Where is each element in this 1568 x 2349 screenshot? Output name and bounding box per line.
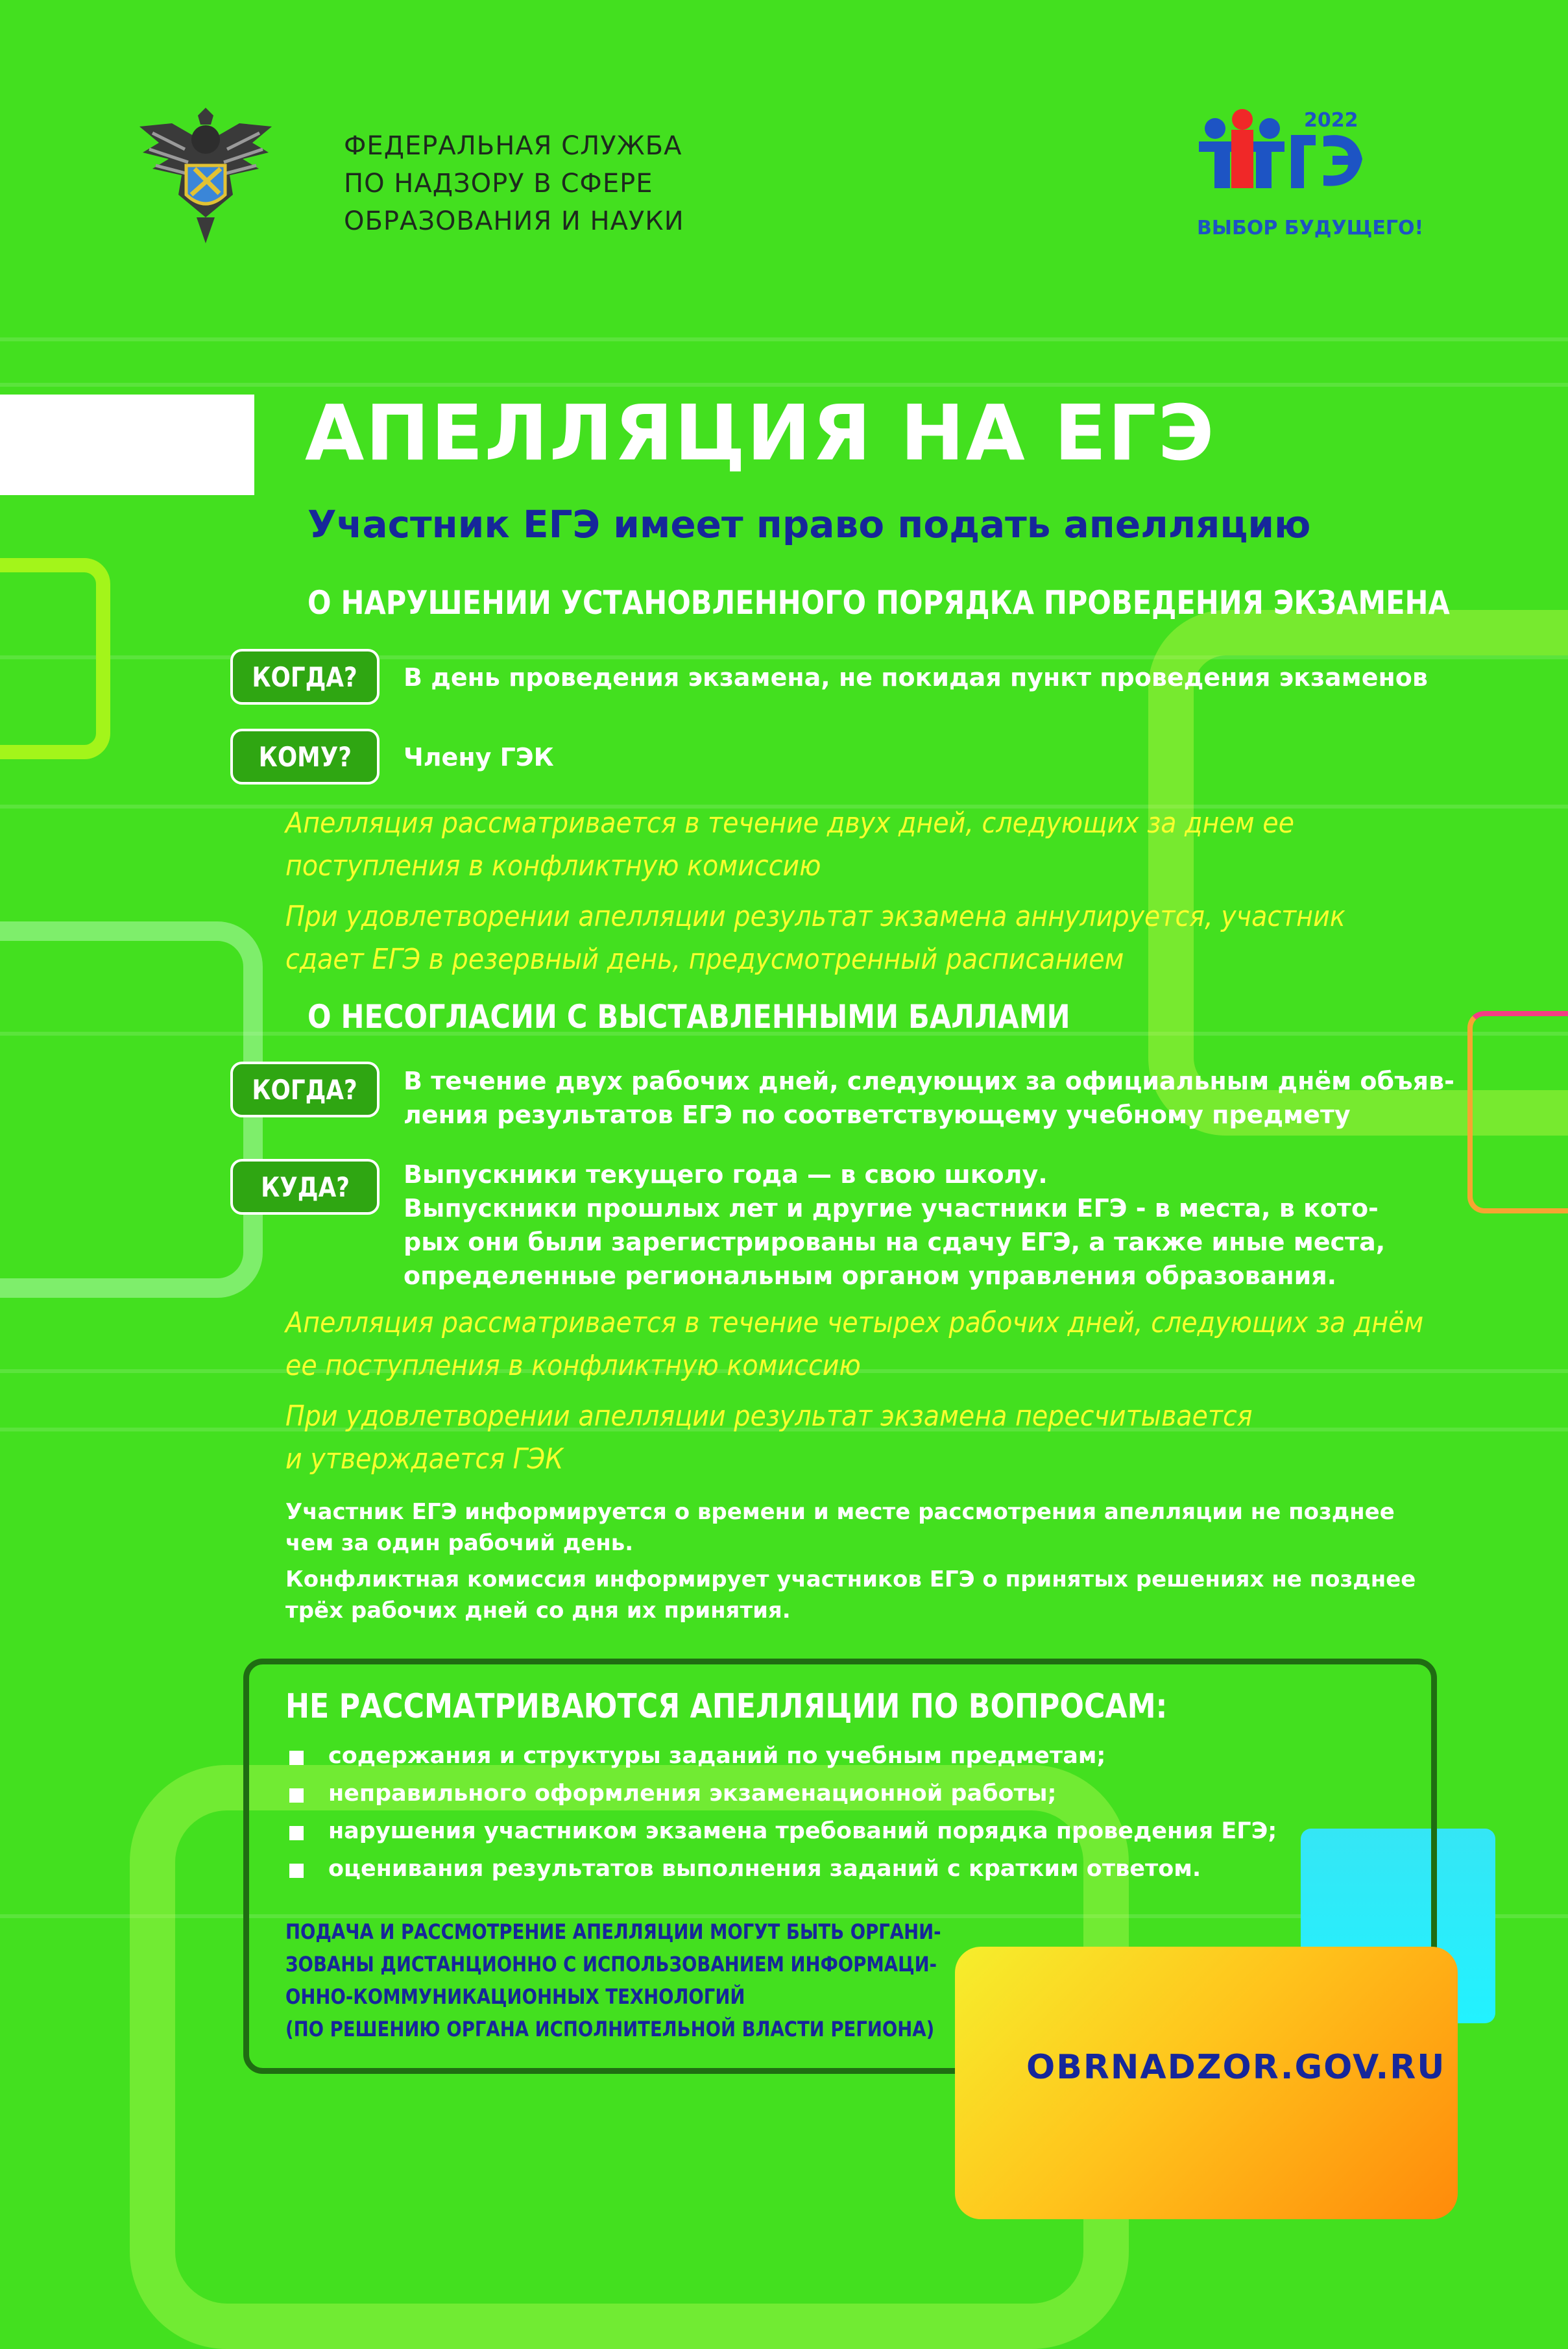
page-title: АПЕЛЛЯЦИЯ НА ЕГЭ: [305, 388, 1216, 478]
not-considered-item: оценивания результатов выполнения заданий с кратким ответом.: [328, 1856, 1201, 1882]
text-line: ления результатов ЕГЭ по соответствующему учебному предмету: [404, 1101, 1351, 1129]
bullet-square-icon: [289, 1826, 304, 1840]
info-line: Участник ЕГЭ информируется о времени и месте рассмотрения апелляции не позднее: [285, 1499, 1395, 1525]
agency-line: ОБРАЗОВАНИЯ И НАУКИ: [344, 206, 684, 236]
section1-heading: О НАРУШЕНИИ УСТАНОВЛЕННОГО ПОРЯДКА ПРОВЕДЕНИЯ ЭКЗАМЕНА: [308, 584, 1450, 622]
section1-whom-text: Члену ГЭК: [404, 743, 554, 772]
ege-year: 2022: [1304, 109, 1358, 132]
text-line: определенные региональным органом управления образования.: [404, 1261, 1337, 1290]
note-line: Апелляция рассматривается в течение четырех рабочих дней, следующих за днём: [285, 1306, 1424, 1339]
deco-frame-left-mid: [0, 921, 263, 1298]
page-subtitle: Участник ЕГЭ имеет право подать апелляцию: [308, 502, 1311, 546]
note-line: и утверждается ГЭК: [285, 1442, 564, 1476]
bullet-square-icon: [289, 1788, 304, 1803]
section2-when-text: [404, 1064, 1454, 1132]
note-line: сдает ЕГЭ в резервный день, предусмотренный расписанием: [285, 943, 1124, 976]
agency-line: ПО НАДЗОРУ В СФЕРЕ: [344, 169, 653, 199]
section2-where-text: [404, 1158, 1385, 1293]
info-line: чем за один рабочий день.: [285, 1530, 634, 1556]
not-considered-item: неправильного оформления экзаменационной работы;: [328, 1781, 1057, 1807]
not-considered-item: нарушения участником экзамена требований порядка проведения ЕГЭ;: [328, 1818, 1277, 1844]
pill-label: КОГДА?: [252, 1073, 358, 1106]
note-line: Апелляция рассматривается в течение двух дней, следующих за днем ее: [285, 807, 1294, 840]
section1-note: [285, 802, 1294, 888]
section2-heading: О НЕСОГЛАСИИ С ВЫСТАВЛЕННЫМИ БАЛЛАМИ: [308, 998, 1070, 1036]
bullet-square-icon: [289, 1864, 304, 1878]
section2-where-pill: [230, 1159, 380, 1215]
section1-note: [285, 895, 1345, 981]
info-paragraph: [285, 1496, 1395, 1559]
section1-when-text: В день проведения экзамена, не покидая пункт проведения экзаменов: [404, 663, 1428, 692]
section2-note: [285, 1395, 1253, 1481]
note-line: При удовлетворении апелляции результат экзамена пересчитывается: [285, 1400, 1253, 1433]
section2-note: [285, 1302, 1423, 1387]
info-line: трёх рабочих дней со дня их принятия.: [285, 1598, 791, 1624]
bullet-square-icon: [289, 1751, 304, 1765]
bg-stripe: [0, 383, 1568, 387]
section1-whom-pill: [230, 729, 380, 785]
info-line: Конфликтная комиссия информирует участников ЕГЭ о принятых решениях не позднее: [285, 1566, 1416, 1592]
website-link[interactable]: OBRNADZOR.GOV.RU: [1026, 2048, 1446, 2087]
ege-logo: [1194, 104, 1440, 201]
text-line: рых они были зарегистрированы на сдачу ЕГЭ, а также иные места,: [404, 1228, 1386, 1256]
ege-tagline: ВЫБОР БУДУЩЕГО!: [1197, 217, 1424, 239]
rosobrnadzor-emblem-icon: [133, 104, 279, 250]
remote-line: ЗОВАНЫ ДИСТАНЦИОННО С ИСПОЛЬЗОВАНИЕМ ИНФОРМАЦИ-: [285, 1952, 937, 1977]
text-line: Выпускники текущего года — в свою школу.: [404, 1160, 1048, 1189]
remote-appeal-note: [285, 1916, 941, 2045]
deco-frame-pink: [1467, 1011, 1568, 1213]
section1-when-pill: [230, 649, 380, 705]
deco-frame-left-top: [0, 558, 110, 759]
agency-name: [344, 127, 684, 240]
bg-stripe: [0, 337, 1568, 341]
note-line: поступления в конфликтную комиссию: [285, 849, 821, 882]
remote-line: ОННО-КОММУНИКАЦИОННЫХ ТЕХНОЛОГИЙ: [285, 1984, 745, 2009]
pill-label: КУДА?: [260, 1171, 350, 1203]
info-paragraph: [285, 1564, 1416, 1626]
pill-label: КОМУ?: [258, 740, 352, 773]
text-line: В течение двух рабочих дней, следующих за официальным днём объяв-: [404, 1067, 1454, 1095]
note-line: ее поступления в конфликтную комиссию: [285, 1349, 861, 1382]
text-line: Выпускники прошлых лет и другие участники ЕГЭ - в места, в кото-: [404, 1194, 1379, 1223]
note-line: При удовлетворении апелляции результат экзамена аннулируется, участник: [285, 900, 1345, 933]
not-considered-item: содержания и структуры заданий по учебным предметам;: [328, 1743, 1106, 1769]
title-white-bar: [0, 395, 254, 495]
agency-line: ФЕДЕРАЛЬНАЯ СЛУЖБА: [344, 131, 682, 161]
section2-when-pill: [230, 1062, 380, 1117]
not-considered-heading: НЕ РАССМАТРИВАЮТСЯ АПЕЛЛЯЦИИ ПО ВОПРОСАМ:: [285, 1687, 1168, 1726]
pill-label: КОГДА?: [252, 661, 358, 693]
remote-line: ПОДАЧА И РАССМОТРЕНИЕ АПЕЛЛЯЦИИ МОГУТ БЫТЬ ОРГАНИ-: [285, 1919, 941, 1944]
remote-line: (ПО РЕШЕНИЮ ОРГАНА ИСПОЛНИТЕЛЬНОЙ ВЛАСТИ РЕГИОНА): [285, 2017, 935, 2041]
